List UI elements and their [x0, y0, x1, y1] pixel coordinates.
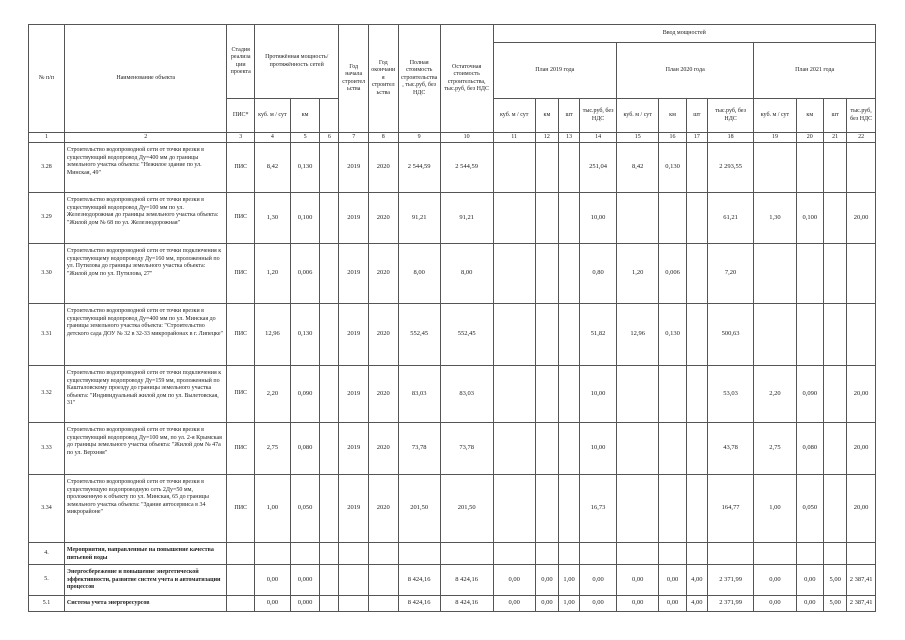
empty-cell — [320, 475, 339, 543]
empty-cell — [320, 543, 339, 565]
cost-2020-cell: 53,03 — [707, 366, 753, 423]
remaining-cost-cell: 83,03 — [440, 366, 493, 423]
cost-2019-cell: 0,00 — [580, 565, 617, 596]
km-2019-cell — [535, 423, 558, 475]
flow-cell: 2,20 — [254, 366, 290, 423]
cost-2020-cell: 61,21 — [707, 193, 753, 244]
km-2021-cell: 0,100 — [796, 193, 823, 244]
full-cost-cell: 8 424,16 — [398, 596, 440, 612]
km-2021-cell — [796, 304, 823, 366]
km-2021-cell: 0,080 — [796, 423, 823, 475]
pcs-2019-cell — [559, 423, 580, 475]
full-cost-cell: 8 424,16 — [398, 565, 440, 596]
header-plan-2020: План 2020 года — [617, 43, 754, 99]
flow-2021-cell — [754, 143, 796, 193]
km-2020-cell: 0,006 — [659, 244, 686, 304]
remaining-cost-cell: 201,50 — [440, 475, 493, 543]
cost-2019-cell: 16,73 — [580, 475, 617, 543]
year-end-cell: 2020 — [368, 304, 398, 366]
row-number: 3.32 — [29, 366, 65, 423]
full-cost-cell: 83,03 — [398, 366, 440, 423]
flow-2019-cell — [493, 475, 535, 543]
km-2019-cell: 0,00 — [535, 565, 558, 596]
col-num: 21 — [824, 133, 847, 143]
km-2021-cell: 0,00 — [796, 565, 823, 596]
row-number: 3.30 — [29, 244, 65, 304]
header-length-group: Протяжённая мощность/ протяжённость сетей — [254, 25, 338, 99]
flow-2021-cell: 0,00 — [754, 596, 796, 612]
pcs-2020-cell: 4,00 — [686, 565, 707, 596]
table-row — [29, 304, 876, 366]
col-num: 10 — [440, 133, 493, 143]
year-end-cell — [368, 596, 398, 612]
empty-cell — [320, 596, 339, 612]
flow-2020-cell: 0,00 — [617, 596, 659, 612]
pcs-2021-cell — [824, 244, 847, 304]
header-capacity-intro: Ввод мощностей — [493, 25, 875, 43]
km-2019-cell — [535, 475, 558, 543]
header-number: № п/п — [29, 25, 65, 133]
year-start-cell: 2019 — [339, 423, 369, 475]
row-number: 5.1 — [29, 596, 65, 612]
pcs-2020-cell — [686, 143, 707, 193]
stage-cell — [227, 596, 254, 612]
flow-2021-cell — [754, 244, 796, 304]
km-cell: 0,100 — [290, 193, 320, 244]
object-name: Энергосбережение и повышение энергетической эффективности, развитие систем учета и автоматизации процессов — [64, 565, 227, 596]
km-2021-cell — [796, 543, 823, 565]
pcs-2020-cell — [686, 304, 707, 366]
empty-cell — [320, 366, 339, 423]
year-end-cell: 2020 — [368, 423, 398, 475]
flow-cell: 2,75 — [254, 423, 290, 475]
remaining-cost-cell: 552,45 — [440, 304, 493, 366]
year-end-cell — [368, 565, 398, 596]
pcs-2020-cell — [686, 244, 707, 304]
col-num: 11 — [493, 133, 535, 143]
cost-2020-cell: 2 371,99 — [707, 596, 753, 612]
km-cell: 0,130 — [290, 143, 320, 193]
flow-2021-cell: 1,30 — [754, 193, 796, 244]
object-name: Строительство водопроводной сети от точки врезки в существующий водопровод Ду=100 мм, по ул. 2-я Крымская до границы земельного участка объекта: "Жилой дом № 47а по ул. Верхняя" — [64, 423, 227, 475]
stage-cell: ПИС — [227, 423, 254, 475]
km-cell: 0,050 — [290, 475, 320, 543]
cost-2021-cell — [847, 304, 876, 366]
object-name: Строительство водопроводной сети от точки врезки в существующий водопровод Ду=400 мм по ул. Минская до границы земельного участка объекта: "Строительство детского сада ДОУ № 32 в 32-33 микрорайонах в г. Липецке" — [64, 304, 227, 366]
cost-2020-cell — [707, 543, 753, 565]
col-num: 9 — [398, 133, 440, 143]
col-num: 12 — [535, 133, 558, 143]
flow-2020-cell — [617, 423, 659, 475]
flow-2019-cell — [493, 543, 535, 565]
cost-2019-cell: 0,80 — [580, 244, 617, 304]
flow-2019-cell — [493, 423, 535, 475]
row-number: 5. — [29, 565, 65, 596]
flow-2019-cell — [493, 143, 535, 193]
stage-cell — [227, 543, 254, 565]
km-2019-cell — [535, 543, 558, 565]
cost-2019-cell: 0,00 — [580, 596, 617, 612]
object-name: Строительство водопроводной сети от точки врезки в существующую водопроводную сеть 2Ду=50 мм, проложенную к объекту по ул. Минская, 65 до границы земельного участка объекта: "Здание автосервиса в 34 микрорайоне" — [64, 475, 227, 543]
col-num: 20 — [796, 133, 823, 143]
table-row — [29, 475, 876, 543]
pcs-2020-cell: 4,00 — [686, 596, 707, 612]
flow-2021-cell — [754, 543, 796, 565]
full-cost-cell: 552,45 — [398, 304, 440, 366]
cost-2021-cell: 20,00 — [847, 475, 876, 543]
empty-cell — [320, 304, 339, 366]
pcs-2020-cell — [686, 366, 707, 423]
cost-2021-cell — [847, 543, 876, 565]
pcs-2019-cell — [559, 193, 580, 244]
header-full-cost: Полная стоимость строительства, тыс.руб, без НДС — [398, 25, 440, 133]
flow-cell: 1,30 — [254, 193, 290, 244]
cost-2021-cell — [847, 244, 876, 304]
pcs-2019-cell — [559, 244, 580, 304]
flow-cell: 1,00 — [254, 475, 290, 543]
km-2021-cell: 0,050 — [796, 475, 823, 543]
km-cell: 0,006 — [290, 244, 320, 304]
year-start-cell: 2019 — [339, 143, 369, 193]
flow-2019-cell — [493, 304, 535, 366]
sub-flow-2020: куб. м / сут — [617, 99, 659, 133]
cost-2021-cell: 2 387,41 — [847, 596, 876, 612]
pcs-2019-cell: 1,00 — [559, 565, 580, 596]
sub-km-2019: км — [535, 99, 558, 133]
flow-cell: 1,20 — [254, 244, 290, 304]
flow-cell: 12,96 — [254, 304, 290, 366]
km-2020-cell: 0,130 — [659, 304, 686, 366]
flow-2020-cell — [617, 475, 659, 543]
table-row — [29, 423, 876, 475]
table-row — [29, 366, 876, 423]
col-num: 5 — [290, 133, 320, 143]
col-num: 13 — [559, 133, 580, 143]
pcs-2021-cell — [824, 475, 847, 543]
cost-2021-cell: 20,00 — [847, 193, 876, 244]
pcs-2019-cell — [559, 143, 580, 193]
empty-cell — [320, 193, 339, 244]
col-num: 18 — [707, 133, 753, 143]
col-num: 4 — [254, 133, 290, 143]
table-row — [29, 543, 876, 565]
cost-2020-cell: 500,63 — [707, 304, 753, 366]
cost-2020-cell: 2 293,55 — [707, 143, 753, 193]
sub-cost-2020: тыс.руб, без НДС — [707, 99, 753, 133]
object-name: Строительство водопроводной сети от точки врезки в существующий водопровод Ду=100 мм по ул. Железнодорожная до границы земельного участка объекта: "Жилой дом № 68 по ул. Железнодорожная" — [64, 193, 227, 244]
flow-2020-cell — [617, 366, 659, 423]
sub-pcs-2019: шт — [559, 99, 580, 133]
year-end-cell: 2020 — [368, 366, 398, 423]
table-row — [29, 596, 876, 612]
empty-cell — [320, 143, 339, 193]
col-num: 2 — [64, 133, 227, 143]
stage-cell: ПИС — [227, 366, 254, 423]
remaining-cost-cell — [440, 543, 493, 565]
km-2019-cell: 0,00 — [535, 596, 558, 612]
flow-2019-cell — [493, 193, 535, 244]
year-end-cell — [368, 543, 398, 565]
sub-flow-2019: куб. м / сут — [493, 99, 535, 133]
table-row — [29, 193, 876, 244]
sub-km: км — [290, 99, 320, 133]
full-cost-cell: 73,78 — [398, 423, 440, 475]
full-cost-cell: 8,00 — [398, 244, 440, 304]
km-cell: 0,000 — [290, 565, 320, 596]
full-cost-cell: 91,21 — [398, 193, 440, 244]
pcs-2019-cell — [559, 543, 580, 565]
header-year-end: Год окончания строительства — [368, 25, 398, 133]
row-number: 4. — [29, 543, 65, 565]
remaining-cost-cell: 73,78 — [440, 423, 493, 475]
km-cell: 0,130 — [290, 304, 320, 366]
km-2021-cell — [796, 143, 823, 193]
pcs-2020-cell — [686, 423, 707, 475]
header-year-start: Год начала строительства — [339, 25, 369, 133]
flow-2020-cell: 1,20 — [617, 244, 659, 304]
pcs-2021-cell — [824, 366, 847, 423]
km-2019-cell — [535, 193, 558, 244]
year-start-cell: 2019 — [339, 475, 369, 543]
cost-2019-cell: 10,00 — [580, 423, 617, 475]
col-num: 22 — [847, 133, 876, 143]
sub-stage: ПИС* — [227, 99, 254, 133]
pcs-2019-cell — [559, 475, 580, 543]
sub-pcs-2020: шт — [686, 99, 707, 133]
flow-2021-cell: 2,20 — [754, 366, 796, 423]
flow-cell — [254, 543, 290, 565]
cost-2019-cell: 51,82 — [580, 304, 617, 366]
remaining-cost-cell: 2 544,59 — [440, 143, 493, 193]
remaining-cost-cell: 8 424,16 — [440, 596, 493, 612]
km-2020-cell: 0,00 — [659, 565, 686, 596]
header-plan-2021: План 2021 года — [754, 43, 876, 99]
empty-cell — [320, 423, 339, 475]
km-2020-cell — [659, 193, 686, 244]
flow-2019-cell — [493, 244, 535, 304]
header-plan-2019: План 2019 года — [493, 43, 617, 99]
investment-program-table — [28, 24, 876, 612]
row-number: 3.29 — [29, 193, 65, 244]
cost-2019-cell — [580, 543, 617, 565]
row-number: 3.33 — [29, 423, 65, 475]
km-cell: 0,090 — [290, 366, 320, 423]
col-num: 19 — [754, 133, 796, 143]
remaining-cost-cell: 91,21 — [440, 193, 493, 244]
pcs-2019-cell: 1,00 — [559, 596, 580, 612]
km-2020-cell — [659, 366, 686, 423]
row-number: 3.28 — [29, 143, 65, 193]
col-num: 8 — [368, 133, 398, 143]
km-2021-cell: 0,090 — [796, 366, 823, 423]
km-2021-cell — [796, 244, 823, 304]
col-num: 15 — [617, 133, 659, 143]
km-2020-cell — [659, 475, 686, 543]
full-cost-cell: 2 544,59 — [398, 143, 440, 193]
cost-2019-cell: 10,00 — [580, 366, 617, 423]
object-name: Строительство водопроводной сети от точки подключения к существующему водопроводу Ду=160 мм, проложенный по ул. Путилова до границы земельного участка объекта: "Жилой дом по ул. Путилова, 27" — [64, 244, 227, 304]
sub-flow: куб. м / сут — [254, 99, 290, 133]
year-start-cell: 2019 — [339, 244, 369, 304]
cost-2020-cell: 43,78 — [707, 423, 753, 475]
flow-2019-cell: 0,00 — [493, 565, 535, 596]
km-2019-cell — [535, 304, 558, 366]
stage-cell — [227, 565, 254, 596]
year-start-cell — [339, 596, 369, 612]
pcs-2021-cell — [824, 423, 847, 475]
cost-2021-cell: 20,00 — [847, 366, 876, 423]
year-start-cell — [339, 543, 369, 565]
sub-empty — [320, 99, 339, 133]
km-2020-cell — [659, 423, 686, 475]
km-cell: 0,080 — [290, 423, 320, 475]
table-row — [29, 565, 876, 596]
empty-cell — [320, 565, 339, 596]
flow-2020-cell — [617, 193, 659, 244]
col-num: 16 — [659, 133, 686, 143]
header-remaining-cost: Остаточная стоимость строительства, тыс.руб, без НДС — [440, 25, 493, 133]
stage-cell: ПИС — [227, 143, 254, 193]
pcs-2021-cell: 5,00 — [824, 565, 847, 596]
full-cost-cell: 201,50 — [398, 475, 440, 543]
object-name: Мероприятия, направленные на повышение качества питьевой воды — [64, 543, 227, 565]
pcs-2021-cell — [824, 193, 847, 244]
col-num: 6 — [320, 133, 339, 143]
flow-2021-cell: 2,75 — [754, 423, 796, 475]
cost-2021-cell — [847, 143, 876, 193]
document-sheet — [28, 24, 876, 612]
cost-2019-cell: 251,04 — [580, 143, 617, 193]
flow-cell: 8,42 — [254, 143, 290, 193]
year-end-cell: 2020 — [368, 244, 398, 304]
flow-2020-cell: 12,96 — [617, 304, 659, 366]
stage-cell: ПИС — [227, 475, 254, 543]
stage-cell: ПИС — [227, 304, 254, 366]
year-start-cell: 2019 — [339, 304, 369, 366]
flow-cell: 0,00 — [254, 596, 290, 612]
flow-2021-cell: 0,00 — [754, 565, 796, 596]
col-num: 14 — [580, 133, 617, 143]
cost-2021-cell: 2 387,41 — [847, 565, 876, 596]
sub-pcs-2021: шт — [824, 99, 847, 133]
sub-km-2020: км — [659, 99, 686, 133]
full-cost-cell — [398, 543, 440, 565]
pcs-2021-cell — [824, 304, 847, 366]
empty-cell — [320, 244, 339, 304]
stage-cell: ПИС — [227, 193, 254, 244]
year-end-cell: 2020 — [368, 193, 398, 244]
sub-km-2021: км — [796, 99, 823, 133]
cost-2020-cell: 164,77 — [707, 475, 753, 543]
sub-cost-2019: тыс.руб, без НДС — [580, 99, 617, 133]
km-2020-cell: 0,00 — [659, 596, 686, 612]
pcs-2020-cell — [686, 193, 707, 244]
col-num: 1 — [29, 133, 65, 143]
year-end-cell: 2020 — [368, 143, 398, 193]
pcs-2019-cell — [559, 366, 580, 423]
header-stage: Стадия реализации проекта — [227, 25, 254, 99]
km-2019-cell — [535, 143, 558, 193]
row-number: 3.34 — [29, 475, 65, 543]
pcs-2020-cell — [686, 543, 707, 565]
object-name: Строительство водопроводной сети от точки врезки в существующий водопровод Ду=400 мм до границы земельного участка объекта: "Нежилое здание по ул. Минская, 49" — [64, 143, 227, 193]
object-name: Строительство водопроводной сети от точки подключения к существующему водопроводу Ду=159 мм, проложенный по Кашталовскому проезду до границы земельного участка объекта: "Индивидуальный жилой дом по ул. Вылетовская, 31" — [64, 366, 227, 423]
year-start-cell — [339, 565, 369, 596]
col-num: 7 — [339, 133, 369, 143]
flow-2020-cell: 8,42 — [617, 143, 659, 193]
km-2020-cell: 0,130 — [659, 143, 686, 193]
table-row — [29, 143, 876, 193]
pcs-2021-cell — [824, 143, 847, 193]
flow-2021-cell — [754, 304, 796, 366]
km-2019-cell — [535, 244, 558, 304]
sub-flow-2021: куб. м / сут — [754, 99, 796, 133]
sub-cost-2021: тыс.руб, без НДС — [847, 99, 876, 133]
remaining-cost-cell: 8 424,16 — [440, 565, 493, 596]
km-2019-cell — [535, 366, 558, 423]
year-start-cell: 2019 — [339, 193, 369, 244]
km-2021-cell: 0,00 — [796, 596, 823, 612]
cost-2020-cell: 2 371,99 — [707, 565, 753, 596]
object-name: Система учета энергоресурсов — [64, 596, 227, 612]
km-cell: 0,000 — [290, 596, 320, 612]
pcs-2021-cell — [824, 543, 847, 565]
year-end-cell: 2020 — [368, 475, 398, 543]
cost-2021-cell: 20,00 — [847, 423, 876, 475]
header-object-name: Наименование объекта — [64, 25, 227, 133]
flow-2019-cell: 0,00 — [493, 596, 535, 612]
flow-2019-cell — [493, 366, 535, 423]
flow-cell: 0,00 — [254, 565, 290, 596]
stage-cell: ПИС — [227, 244, 254, 304]
col-num: 17 — [686, 133, 707, 143]
pcs-2020-cell — [686, 475, 707, 543]
km-cell — [290, 543, 320, 565]
km-2020-cell — [659, 543, 686, 565]
flow-2020-cell — [617, 543, 659, 565]
pcs-2021-cell: 5,00 — [824, 596, 847, 612]
cost-2020-cell: 7,20 — [707, 244, 753, 304]
table-row — [29, 244, 876, 304]
column-number-row — [29, 133, 876, 143]
flow-2021-cell: 1,00 — [754, 475, 796, 543]
pcs-2019-cell — [559, 304, 580, 366]
cost-2019-cell: 10,00 — [580, 193, 617, 244]
row-number: 3.31 — [29, 304, 65, 366]
year-start-cell: 2019 — [339, 366, 369, 423]
col-num: 3 — [227, 133, 254, 143]
flow-2020-cell: 0,00 — [617, 565, 659, 596]
remaining-cost-cell: 8,00 — [440, 244, 493, 304]
